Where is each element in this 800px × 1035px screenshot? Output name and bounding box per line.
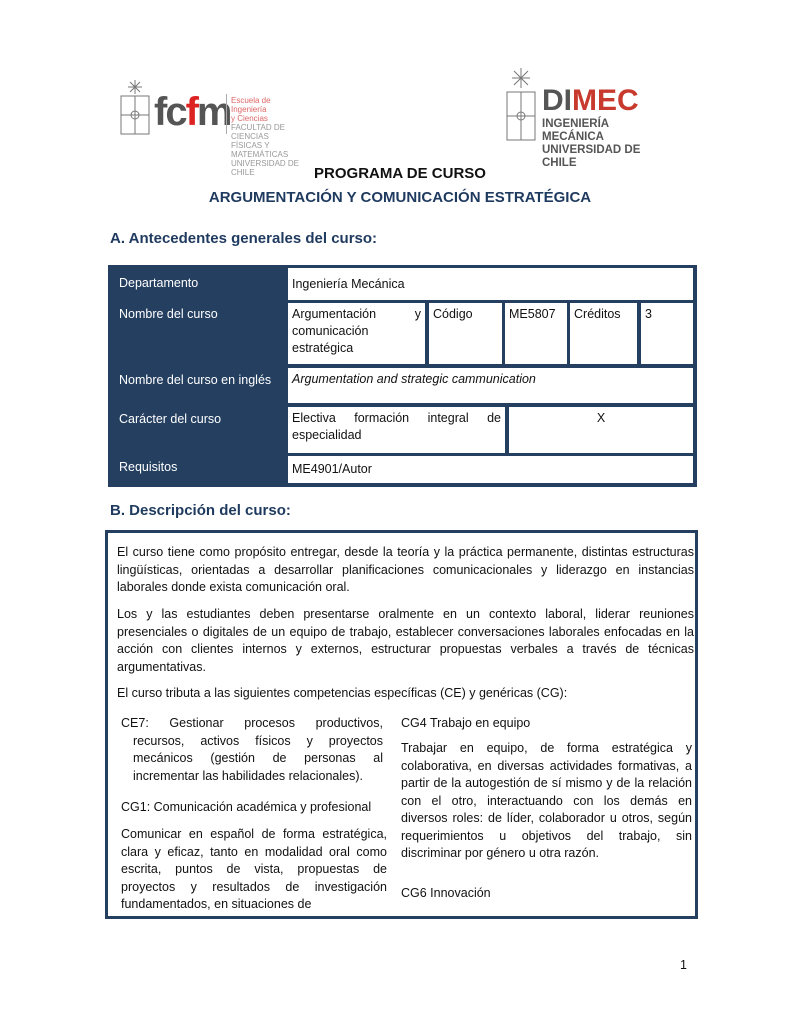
label-creditos: Créditos [570,303,637,364]
logo-line: y Ciencias [231,114,268,123]
page-number: 1 [680,958,687,972]
course-description-box [105,530,698,919]
competency-cg1-title: CG1: Comunicación académica y profesional [121,800,372,814]
description-paragraph: El curso tiene como propósito entregar, desde la teoría y la práctica permanente, distintas estructuras lingüísticas, orientadas a desarrollar planificaciones comunicacionales y liderazgo en instancias laborales donde exista comunicación oral. [117,545,694,594]
section-b-heading: B. Descripción del curso: [110,502,291,519]
competency-cg1: Comunicar en español de forma estratégica, clara y eficaz, tanto en modalidad oral como escrita, puntos de vista, propuestas de proyectos y resultados de investigación fundamentados, en situaciones de [121,827,387,911]
value-nombre: Argumentación y comunicación estratégica [288,303,425,364]
logo-line: UNIVERSIDAD DE CHILE [231,159,300,177]
logo-line: UNIVERSIDAD DE CHILE [542,144,641,169]
value-departamento: Ingeniería Mecánica [288,268,693,300]
university-seal-icon [118,78,152,138]
value-ingles: Argumentation and strategic cammunication [288,368,693,403]
label-codigo: Código [429,303,502,364]
value-caracter-mark: X [509,407,693,453]
page-title: PROGRAMA DE CURSO [314,165,486,182]
label-departamento: Departamento [119,276,199,290]
description-paragraph: El curso tributa a las siguientes competencias específicas (CE) y genéricas (CG): [117,686,568,700]
label-nombre: Nombre del curso [119,307,218,321]
competency-cg6-title: CG6 Innovación [401,886,491,900]
dimec-logo: DIMEC INGENIERÍA MECÁNICA UNIVERSIDAD DE CHILE [500,66,670,146]
logo-line: INGENIERÍA MECÁNICA [542,118,609,143]
label-caracter: Carácter del curso [119,412,222,426]
logo-line: Escuela de Ingeniería [231,96,271,114]
label-ingles: Nombre del curso en inglés [119,373,272,387]
value-creditos: 3 [641,303,693,364]
general-info-table [108,265,697,487]
university-seal-icon [504,66,538,146]
competency-ce7: CE7: Gestionar procesos productivos, recursos, activos físicos y proyectos mecánicos (gestión de personas al incrementar las habilidades relacionales). [121,716,383,783]
logo-line: FACULTAD DE CIENCIAS [231,123,285,141]
competency-cg4-title: CG4 Trabajo en equipo [401,716,531,730]
value-requisitos: ME4901/Autor [288,456,693,483]
value-codigo: ME5807 [505,303,567,364]
value-caracter: Electiva formación integral de especialidad [288,407,505,453]
description-paragraph: Los y las estudiantes deben presentarse oralmente en un contexto laboral, liderar reuniones presenciales o digitales de un equipo de trabajo, establecer conversaciones laborales enfocadas en la acción con clientes internos y externos, estructurar propuestas verbales a través de técnicas argumentativas. [117,607,694,674]
course-title: ARGUMENTACIÓN Y COMUNICACIÓN ESTRATÉGICA [208,189,592,206]
fcfm-logo: fcfm Escuela de Ingeniería y Ciencias FACULTAD DE CIENCIAS FÍSICAS Y MATEMÁTICAS UNIVERSIDAD DE CHILE [118,78,308,138]
competency-cg4: Trabajar en equipo, de forma estratégica y colaborativa, en diversas actividades formativas, a partir de la autogestión de sí mismo y de la relación con el otro, interactuando con los demás en diversos roles: de líder, colaborador u otros, según requerimientos u objetivos del trabajo, sin discriminar por género u otra razón. [401,741,692,860]
logo-line: FÍSICAS Y MATEMÁTICAS [231,141,289,159]
label-requisitos: Requisitos [119,460,178,474]
section-a-heading: A. Antecedentes generales del curso: [110,230,378,247]
